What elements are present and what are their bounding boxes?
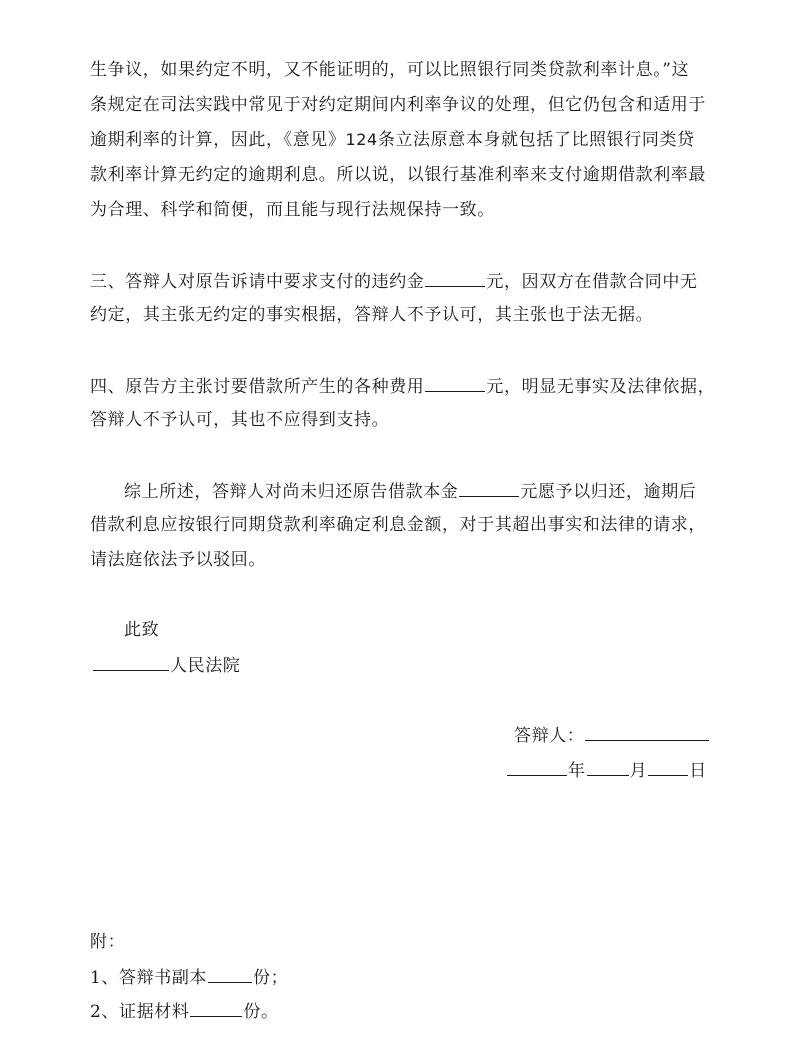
attachment-item-2 [90, 998, 279, 1024]
respondent-label: 答辩人： [514, 726, 585, 746]
paragraph-5-line-1 [124, 478, 696, 504]
paragraph-2-line-4: 款利率计算无约定的逾期利息。所以说，以银行基准利率来支付逾期借款利率最 [90, 165, 706, 185]
paragraph-5-text-b: 元愿予以归还，逾期后 [520, 482, 697, 502]
paragraph-4-text-b: 元，明显无事实及法律依据， [486, 377, 716, 397]
year-label: 年 [568, 761, 586, 781]
attachment-item-1-suffix: 份； [253, 968, 289, 988]
day-blank [648, 757, 688, 776]
date-line [506, 757, 707, 783]
paragraph-3-text-b: 元，因双方在借款合同中无 [486, 272, 698, 292]
paragraph-2-line-3-b: 条立法原意本身就包括了比照银行同类贷 [377, 130, 695, 150]
attachment-item-2-suffix: 份。 [243, 1002, 279, 1022]
paragraph-5-text-a: 综上所述，答辩人对尚未归还原告借款本金 [124, 482, 459, 502]
attachments-heading: 附： [90, 932, 126, 952]
day-label: 日 [689, 761, 707, 781]
copies-blank [208, 964, 252, 983]
paragraph-4-line-1 [90, 373, 715, 399]
article-number: 124 [345, 130, 378, 149]
attachment-item-2-label: 2、证据材料 [90, 1002, 190, 1022]
paragraph-3-text-a: 三、答辩人对原告诉请中要求支付的违约金 [90, 272, 425, 292]
court-name-blank [93, 652, 169, 671]
paragraph-5-line-2: 借款利息应按银行同期贷款利率确定利息金额，对于其超出事实和法律的请求， [90, 515, 706, 535]
evidence-copies-blank [190, 998, 242, 1017]
principal-amount-blank [459, 478, 519, 497]
court-suffix: 人民法院 [170, 656, 241, 676]
attachment-item-1 [90, 964, 288, 990]
court-line [92, 652, 240, 678]
paragraph-3-line-1 [90, 268, 698, 294]
month-blank [587, 757, 629, 776]
respondent-line [514, 722, 710, 748]
penalty-amount-blank [425, 268, 485, 287]
year-blank [507, 757, 567, 776]
attachment-item-1-label: 1、答辩书副本 [90, 968, 208, 988]
paragraph-2-line-5: 为合理、科学和简便，而且能与现行法规保持一致。 [90, 200, 495, 220]
paragraph-4-text-a: 四、原告方主张讨要借款所产生的各种费用 [90, 377, 425, 397]
paragraph-2-line-1: 生争议，如果约定不明，又不能证明的，可以比照银行同类贷款利率计息。”这 [90, 60, 690, 80]
paragraph-2-line-2: 条规定在司法实践中常见于对约定期间内利率争议的处理，但它仍包含和适用于 [90, 95, 706, 115]
respondent-name-blank [585, 722, 709, 741]
paragraph-2-line-3-a: 逾期利率的计算，因此，《意见》 [90, 130, 346, 150]
paragraph-4-line-2: 答辩人不予认可，其也不应得到支持。 [90, 410, 390, 430]
month-label: 月 [629, 761, 648, 781]
paragraph-2-line-3 [90, 128, 695, 152]
salutation: 此致 [124, 620, 160, 640]
paragraph-3-line-2: 约定，其主张无约定的事实根据，答辩人不予认可，其主张也于法无据。 [90, 305, 654, 325]
paragraph-5-line-3: 请法庭依法予以驳回。 [90, 550, 266, 570]
fees-amount-blank [425, 373, 485, 392]
